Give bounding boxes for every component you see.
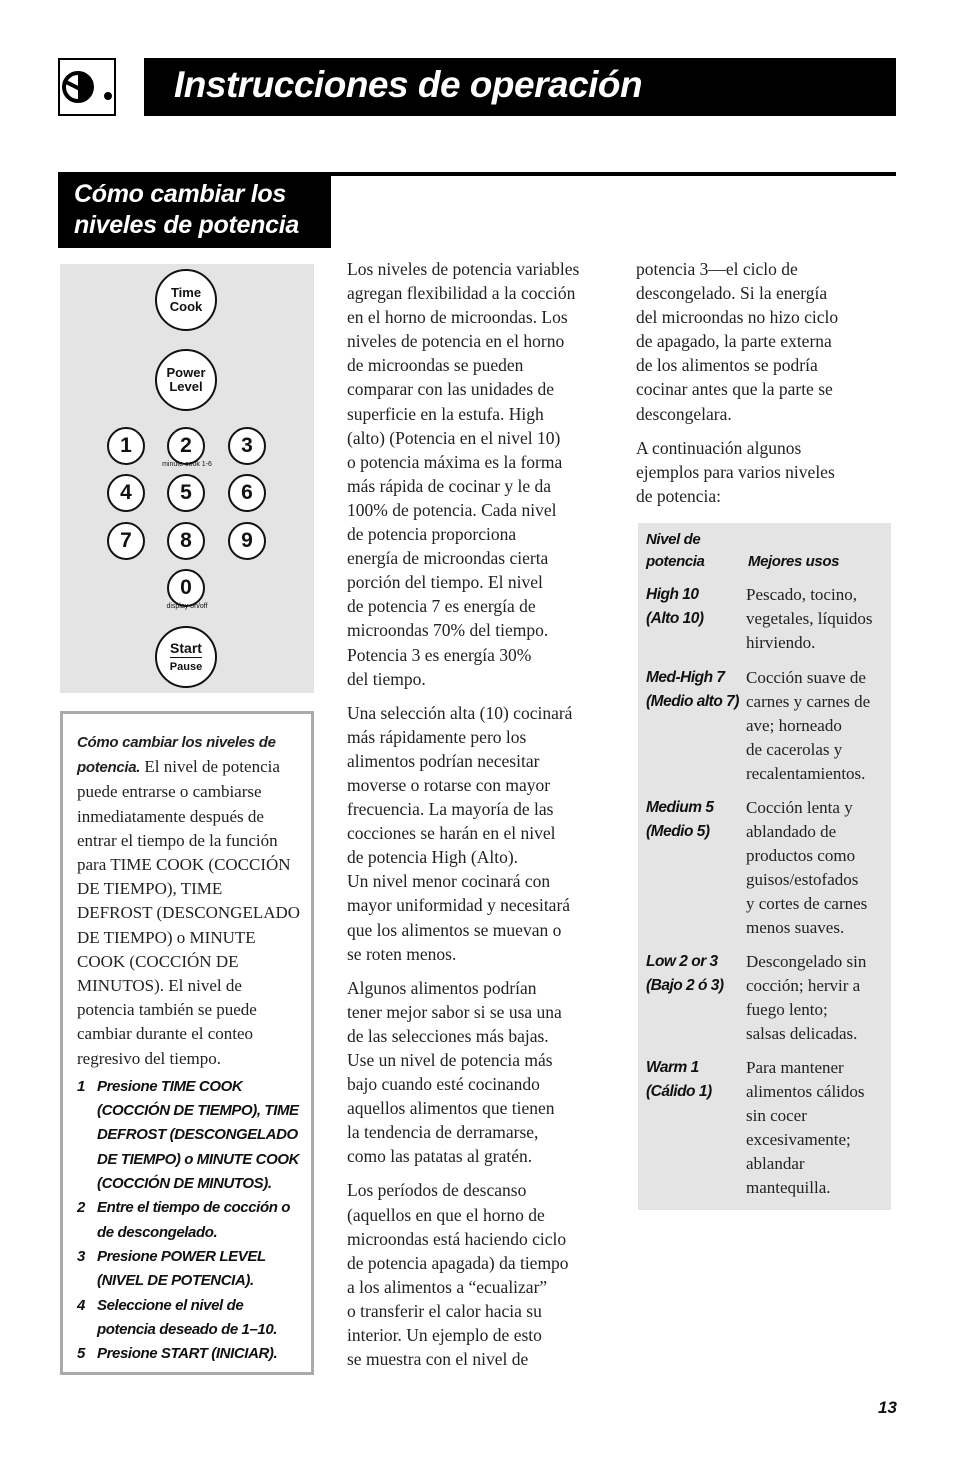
step-item: 4 Seleccione el nivel de potencia deseado de 1–10. bbox=[77, 1296, 278, 1338]
power-level-key: Power Level bbox=[155, 349, 217, 411]
minute-cook-label: minute cook 1-6 bbox=[162, 461, 212, 468]
key-9: 9 bbox=[228, 522, 266, 560]
body-column-1 bbox=[347, 257, 617, 1381]
paragraph: Una selección alta (10) cocinará más rápidamente pero los alimentos podrían necesitar moverse o rotarse con mayor frecuencia. La mayoría de las cocciones se harán en el nivel de potencia High (Alto). Un nivel menor cocinará con mayor uniformidad y necesitará que los alimentos se muevan o se roten menos. bbox=[347, 702, 573, 964]
table-header-uses: Mejores usos bbox=[748, 553, 840, 570]
key-6: 6 bbox=[228, 474, 266, 512]
body-column-2 bbox=[636, 257, 896, 518]
power-level-name: Med-High 7 (Medio alto 7) bbox=[646, 669, 739, 710]
instruction-body: El nivel de potencia puede entrarse o cambiarse inmediatamente después de entrar el tiempo de la función para TIME COOK (COCCIÓN DE TIEMPO), TIME DEFROST (DESCONGELADO DE TIEMPO) o MINUTE COOK (COCCIÓN DE MINUTOS). El nivel de potencia también se puede cambiar durante el conteo regresivo del tiempo. bbox=[77, 757, 301, 1068]
table-header-level: Nivel de potencia bbox=[646, 531, 705, 570]
step-item: 2 Entre el tiempo de cocción o de descongelado. bbox=[77, 1199, 291, 1241]
step-item: 5 Presione START (INICIAR). bbox=[77, 1345, 278, 1363]
key-8: 8 bbox=[167, 522, 205, 560]
time-cook-key: Time Cook bbox=[155, 269, 217, 331]
page-number: 13 bbox=[878, 1398, 897, 1417]
instruction-intro bbox=[77, 730, 301, 1071]
start-pause-key: Start Pause bbox=[155, 626, 217, 688]
key-1: 1 bbox=[107, 427, 145, 465]
power-level-uses: Descongelado sin cocción; hervir a fuego lento; salsas delicadas. bbox=[746, 952, 867, 1044]
section-heading bbox=[58, 172, 331, 248]
power-level-uses: Cocción suave de carnes y carnes de ave; horneado de cacerolas y recalentamientos. bbox=[746, 668, 871, 784]
section-title-line1: Cómo cambiar los bbox=[74, 180, 286, 208]
power-level-name: Warm 1 (Cálido 1) bbox=[646, 1059, 712, 1100]
key-5: 5 bbox=[167, 474, 205, 512]
power-level-uses: Cocción lenta y ablandado de productos como guisos/estofados y cortes de carnes menos suaves. bbox=[746, 798, 868, 938]
power-level-uses: Para mantener alimentos cálidos sin cocer excesivamente; ablandar mantequilla. bbox=[746, 1058, 865, 1198]
key-4: 4 bbox=[107, 474, 145, 512]
section-title-line2: niveles de potencia bbox=[74, 211, 299, 239]
instruction-lead: Cómo cambiar los niveles de potencia. bbox=[77, 734, 276, 777]
power-level-name: High 10 (Alto 10) bbox=[646, 586, 704, 627]
step-item: 3 Presione POWER LEVEL (NIVEL DE POTENCIA). bbox=[77, 1247, 266, 1290]
power-level-name: Medium 5 (Medio 5) bbox=[646, 799, 714, 840]
key-2: 2 bbox=[167, 427, 205, 465]
instruction-box bbox=[60, 711, 314, 1375]
header-bar bbox=[144, 58, 896, 116]
paragraph: Los períodos de descanso (aquellos en que el horno de microondas está haciendo ciclo de potencia apagada) da tiempo a los alimentos a “ecualizar” o transferir el calor hacia su interior. Un ejemplo de esto se muestra con el nivel de bbox=[347, 1180, 569, 1370]
key-3: 3 bbox=[228, 427, 266, 465]
power-level-uses: Pescado, tocino, vegetales, líquidos hirviendo. bbox=[746, 585, 873, 653]
paragraph: Los niveles de potencia variables agregan flexibilidad a la cocción en el horno de microondas. Los niveles de potencia en el horno de microondas se pueden comparar con las unidades de superficie en la estufa. High (alto) (Potencia en el nivel 10) o potencia máxima es la forma más rápida de cocinar y le da 100% de potencia. Cada nivel de potencia proporciona energía de microondas cierta porción del tiempo. El nivel de potencia 7 es energía de microondas 70% del tiempo. Potencia 3 es energía 30% del tiempo. bbox=[347, 259, 580, 689]
section-title bbox=[74, 179, 299, 241]
key-7: 7 bbox=[107, 522, 145, 560]
keypad-illustration bbox=[60, 264, 314, 693]
page-title: Instrucciones de operación bbox=[174, 64, 643, 105]
steps-list bbox=[77, 1075, 301, 1367]
power-level-name: Low 2 or 3 (Bajo 2 ó 3) bbox=[646, 953, 724, 994]
key-0: 0 bbox=[167, 569, 205, 607]
step-item: 1 Presione TIME COOK (COCCIÓN DE TIEMPO), TIME DEFROST (DESCONGELADO DE TIEMPO) o MINUTE COOK (COCCIÓN DE MINUTOS). bbox=[77, 1077, 300, 1193]
paragraph: potencia 3—el ciclo de descongelado. Si la energía del microondas no hizo ciclo de apagado, la parte externa de los alimentos se podría cocinar antes que la parte se descongelara. bbox=[636, 259, 839, 424]
paragraph: Algunos alimentos podrían tener mejor sabor si se usa una de las selecciones más bajas. Use un nivel de potencia más bajo cuando esté cocinando aquellos alimentos que tienen la tendencia de derramarse, como las patatas al gratén. bbox=[347, 977, 562, 1167]
display-onoff-label: display on/off bbox=[166, 603, 208, 610]
paragraph: A continuación algunos ejemplos para varios niveles de potencia: bbox=[636, 437, 835, 506]
microwave-dial-icon bbox=[58, 58, 116, 116]
power-level-table bbox=[638, 523, 891, 1210]
